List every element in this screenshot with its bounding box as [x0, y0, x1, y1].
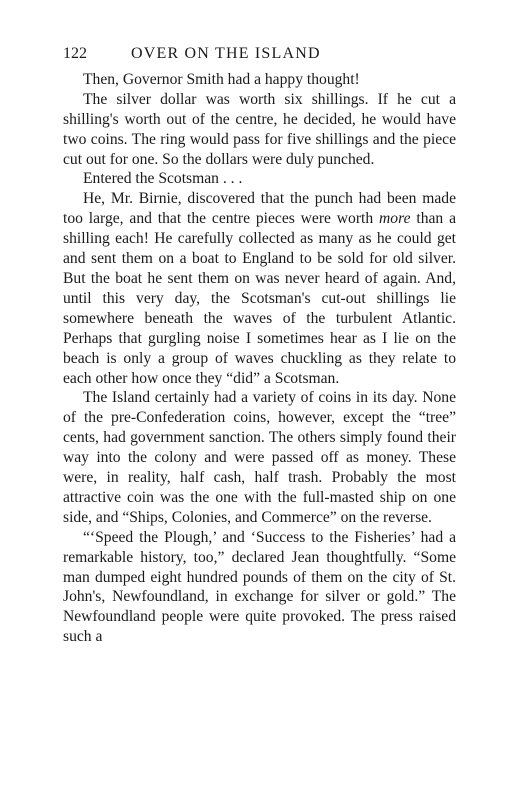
paragraph-mr-birnie-end: than a shilling each! He carefully collected as many as he could get and sent them on a boat to England to be sold for old silver. But the boat he sent them on was never heard of again. And, until this very day, the Scotsman's cut-out shillings lie somewhere beneath the waves of the turbulent Atlantic. Perhaps that gurgling noise I sometimes hear as I lie on the beach is only a group of waves chuckling as they relate to each other how once they “did” a Scotsman.: [63, 210, 457, 387]
paragraph-island-coins: The Island certainly had a variety of coins in its day. None of the pre-Confederation coins, however, except the “tree” cents, had government sanction. The others simply found their way into the colony and were passed off as money. These were, in reality, half cash, half trash. Probably the most attractive coin was the one with the full-masted ship on one side, and “Ships, Colonies, and Commerce” on the reverse.: [63, 389, 456, 526]
paragraph-mr-birnie: [63, 189, 456, 388]
emphasis-more: more: [379, 210, 411, 228]
running-title: OVER ON THE ISLAND: [131, 45, 321, 62]
paragraph-mr-birnie-start: He, Mr. Birnie, discovered that the punch had been made too large, and that the centre pieces were worth: [63, 190, 456, 228]
paragraph-speed-the-plough: “‘Speed the Plough,’ and ‘Success to the Fisheries’ had a remarkable history, too,” declared Jean thoughtfully. “Some man dumped eight hundred pounds of them on the city of St. John's, Newfoundland, in exchange for silver or gold.” The Newfoundland people were quite provoked. The press raised such a: [63, 528, 456, 646]
paragraph-governor-thought: Then, Governor Smith had a happy thought!: [83, 70, 360, 88]
running-head: [63, 44, 456, 64]
paragraph-entered-scotsman: Entered the Scotsman . . .: [83, 170, 243, 188]
book-page: [63, 44, 456, 647]
page-number: 122: [63, 45, 87, 62]
paragraph-silver-dollar: The silver dollar was worth six shillings. If he cut a shilling's worth out of the centre, he decided, he would have two coins. The ring would pass for five shillings and the piece cut out for one. So the dollars were duly punched.: [63, 90, 456, 168]
